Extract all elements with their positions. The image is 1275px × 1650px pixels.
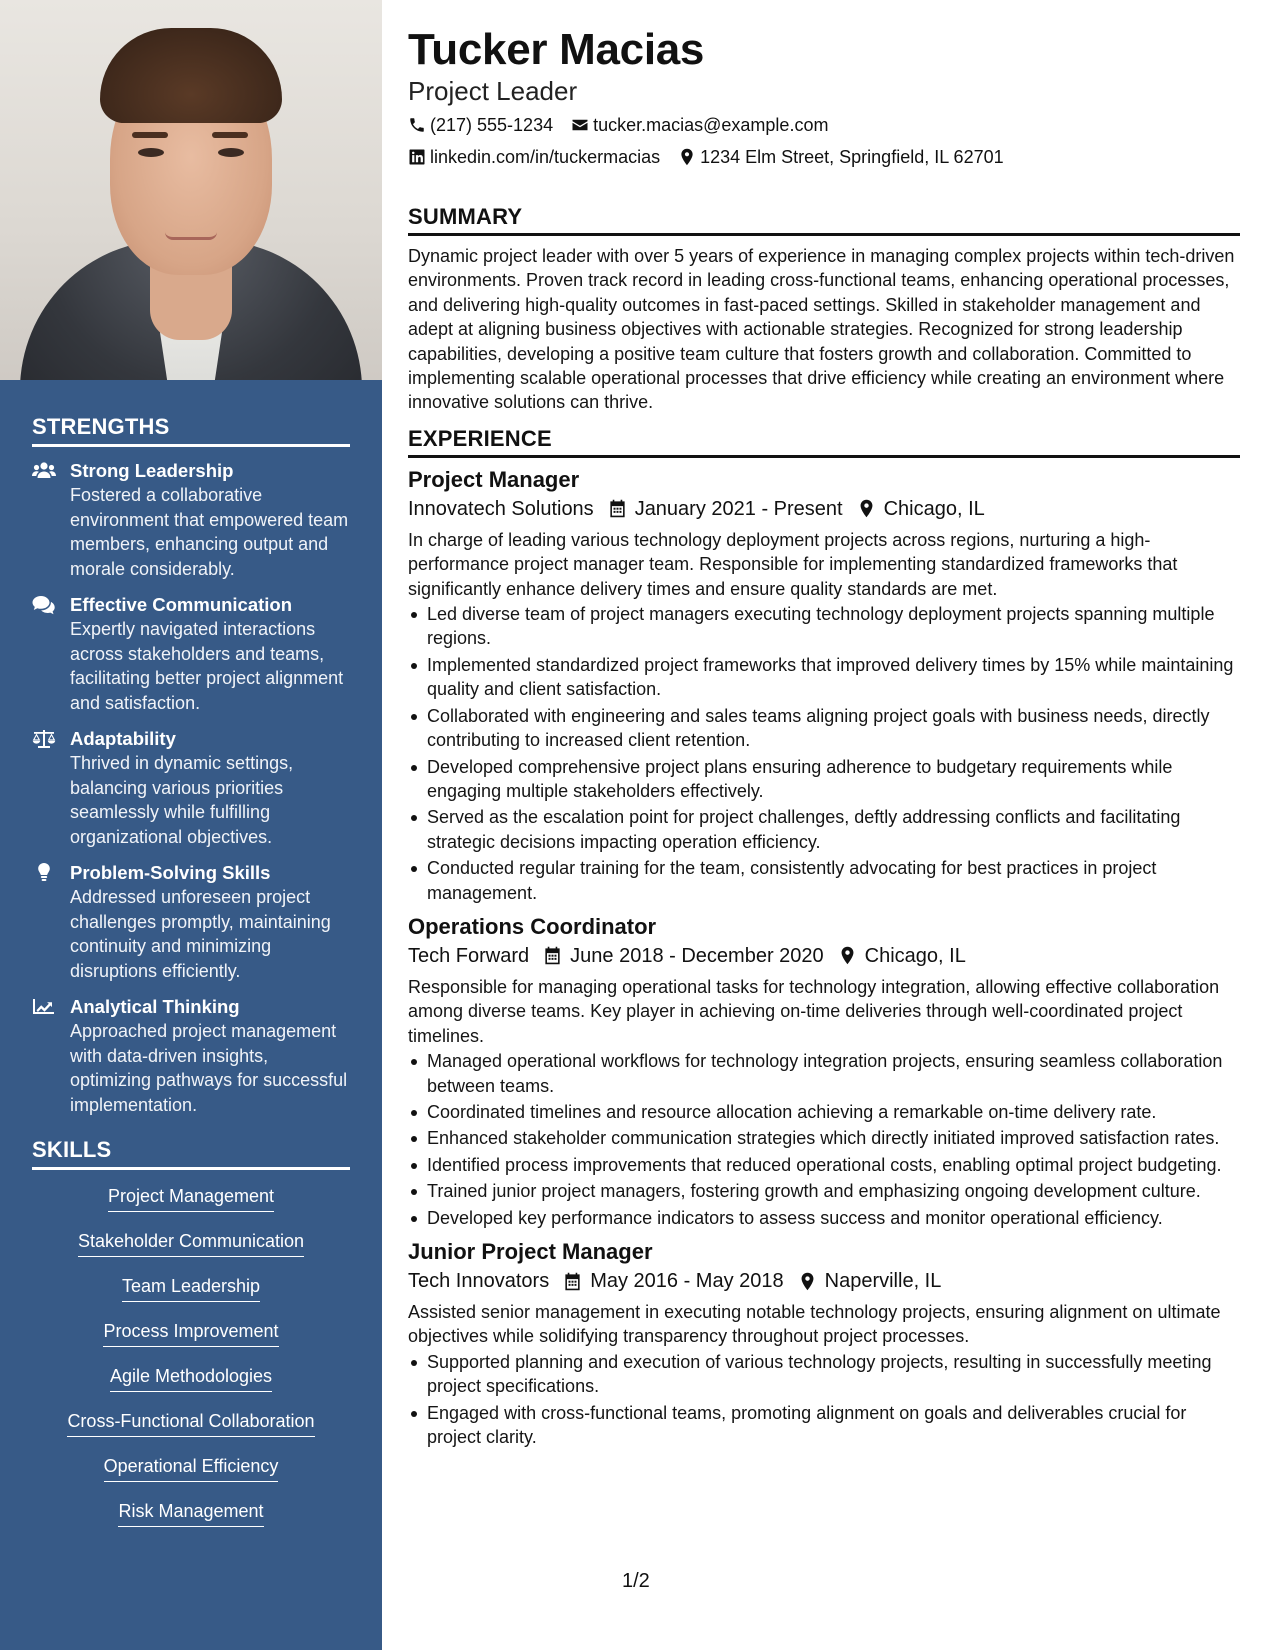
map-marker-icon	[838, 946, 857, 965]
main-content	[408, 0, 1240, 1451]
strength-item	[32, 593, 350, 715]
job-location	[857, 494, 985, 524]
job-bullet: Supported planning and execution of various technology projects, resulting in successfully meeting project specifications.	[408, 1350, 1240, 1399]
strength-description: Addressed unforeseen project challenges promptly, maintaining continuity and minimizing disruptions efficiently.	[70, 887, 331, 981]
strengths-section	[32, 414, 350, 1117]
lightbulb-icon	[32, 861, 70, 983]
job-bullets	[408, 1350, 1240, 1450]
job-bullet: Enhanced stakeholder communication strategies which directly initiated improved satisfaction rates.	[408, 1126, 1240, 1150]
address-text: 1234 Elm Street, Springfield, IL 62701	[700, 147, 1004, 167]
strength-title: Problem-Solving Skills	[70, 862, 271, 883]
email-link[interactable]: tucker.macias@example.com	[593, 115, 829, 135]
job-location	[798, 1266, 942, 1296]
company-name: Innovatech Solutions	[408, 497, 594, 520]
job-location-text: Naperville, IL	[824, 1270, 942, 1292]
phone-text: (217) 555-1234	[430, 115, 554, 135]
job-location-text: Chicago, IL	[883, 497, 985, 520]
job-bullet: Developed key performance indicators to assess success and monitor operational efficiency.	[408, 1206, 1240, 1230]
strength-item	[32, 861, 350, 983]
job-bullets	[408, 602, 1240, 905]
job-dates	[543, 941, 824, 971]
candidate-title: Project Leader	[408, 76, 578, 106]
phone-contact	[408, 113, 553, 137]
calendar-icon	[543, 946, 562, 965]
job-description: In charge of leading various technology deployment projects across regions, nurturing a high-performance project manager team. Responsible for implementing standardized frameworks that significantly enhance delivery times and ensure quality standards are met.	[408, 529, 1178, 599]
strength-title: Strong Leadership	[70, 460, 234, 481]
job-dates-text: January 2021 - Present	[634, 497, 843, 520]
envelope-icon	[571, 116, 589, 134]
strength-item	[32, 995, 350, 1117]
map-marker-icon	[798, 1272, 817, 1291]
job-title: Project Manager	[408, 466, 580, 492]
job-dates-text: June 2018 - December 2020	[570, 944, 824, 967]
skill-tag: Agile Methodologies	[110, 1364, 272, 1392]
job-location-text: Chicago, IL	[864, 944, 966, 967]
strength-description: Fostered a collaborative environment that empowered team members, enhancing output and morale considerably.	[70, 485, 349, 579]
job-bullet: Managed operational workflows for technology integration projects, ensuring seamless collaboration between teams.	[408, 1049, 1240, 1098]
strength-item	[32, 459, 350, 581]
profile-photo	[0, 0, 382, 380]
calendar-icon	[563, 1272, 582, 1291]
job-location	[838, 941, 966, 971]
job-bullet: Implemented standardized project frameworks that improved delivery times by 15% while maintaining quality and client satisfaction.	[408, 653, 1240, 702]
job-title: Operations Coordinator	[408, 913, 657, 939]
map-marker-icon	[678, 148, 696, 166]
strength-description: Approached project management with data-driven insights, optimizing pathways for successful implementation.	[70, 1021, 348, 1115]
chart-line-icon	[32, 995, 70, 1117]
job-bullet: Engaged with cross-functional teams, promoting alignment on goals and deliverables crucial for project clarity.	[408, 1401, 1240, 1450]
phone-icon	[408, 116, 426, 134]
job-bullet: Conducted regular training for the team, consistently advocating for best practices in project management.	[408, 856, 1240, 905]
skill-tag: Team Leadership	[122, 1274, 260, 1302]
users-icon	[32, 459, 70, 581]
email-contact[interactable]	[571, 113, 828, 137]
strength-title: Adaptability	[70, 728, 176, 749]
job-description: Responsible for managing operational tasks for technology integration, allowing effective collaboration among diverse teams. Key player in achieving on-time deliveries through well-coordinated project timelines.	[408, 976, 1220, 1046]
job-bullet: Trained junior project managers, fostering growth and emphasizing ongoing development culture.	[408, 1179, 1240, 1203]
company-name: Tech Innovators	[408, 1270, 550, 1292]
linkedin-contact[interactable]	[408, 145, 660, 169]
summary-heading: SUMMARY	[408, 203, 1240, 236]
page-number: 1/2	[622, 1570, 650, 1592]
job-dates	[563, 1266, 783, 1296]
job-title: Junior Project Manager	[408, 1239, 653, 1264]
calendar-icon	[608, 499, 627, 518]
skill-tag: Process Improvement	[103, 1319, 278, 1347]
job-bullet: Coordinated timelines and resource allocation achieving a remarkable on-time delivery rate.	[408, 1100, 1240, 1124]
balance-scale-icon	[32, 727, 70, 849]
job-entry	[408, 913, 1240, 1230]
strengths-heading: STRENGTHS	[32, 414, 350, 447]
skill-tag: Cross-Functional Collaboration	[67, 1409, 314, 1437]
linkedin-icon	[408, 148, 426, 166]
job-bullet: Served as the escalation point for project challenges, deftly addressing conflicts and facilitating strategic decisions impacting operation efficiency.	[408, 805, 1240, 854]
job-meta	[408, 494, 1240, 524]
linkedin-link[interactable]: linkedin.com/in/tuckermacias	[430, 147, 661, 167]
sidebar	[0, 0, 382, 1650]
skills-heading: SKILLS	[32, 1137, 350, 1170]
strength-title: Analytical Thinking	[70, 996, 240, 1017]
skill-tag: Stakeholder Communication	[78, 1229, 304, 1257]
summary-text: Dynamic project leader with over 5 years of experience in managing complex projects within tech-driven environments. Proven track record in leading cross-functional teams, enhancing operational processes, and delivering high-quality outcomes in fast-paced settings. Skilled in stakeholder management and adept at aligning business objectives with actionable strategies. Recognized for strong leadership capabilities, developing a positive team culture that fosters growth and collaboration. Committed to implementing scalable operational processes that drive efficiency while creating an environment where innovative solutions can thrive.	[408, 246, 1235, 413]
skill-tag: Risk Management	[118, 1499, 263, 1527]
strength-title: Effective Communication	[70, 594, 293, 615]
job-bullets	[408, 1049, 1240, 1230]
job-bullet: Led diverse team of project managers executing technology deployment projects spanning multiple regions.	[408, 602, 1240, 651]
skills-section	[32, 1137, 350, 1544]
candidate-name: Tucker Macias	[408, 25, 705, 74]
skill-tag: Project Management	[108, 1184, 274, 1212]
comments-icon	[32, 593, 70, 715]
job-meta	[408, 941, 1240, 971]
job-dates	[608, 494, 843, 524]
skill-list	[32, 1184, 350, 1544]
job-bullet: Identified process improvements that reduced operational costs, enabling optimal project budgeting.	[408, 1153, 1240, 1177]
address-contact	[678, 145, 1004, 169]
job-bullet: Developed comprehensive project plans ensuring adherence to budgetary requirements while engaging multiple stakeholders effectively.	[408, 755, 1240, 804]
job-entry	[408, 466, 1240, 905]
company-name: Tech Forward	[408, 944, 530, 967]
job-description: Assisted senior management in executing notable technology projects, ensuring alignment on ultimate objectives while solidifying transparency throughout project processes.	[408, 1302, 1221, 1347]
job-bullet: Collaborated with engineering and sales teams aligning project goals with business needs, directly contributing to increased client retention.	[408, 704, 1240, 753]
contact-row	[408, 113, 1240, 137]
map-marker-icon	[857, 499, 876, 518]
job-entry	[408, 1238, 1240, 1449]
strength-description: Thrived in dynamic settings, balancing various priorities seamlessly while fulfilling organizational objectives.	[70, 753, 294, 847]
job-meta	[408, 1266, 1240, 1296]
job-dates-text: May 2016 - May 2018	[590, 1270, 784, 1292]
contact-row	[408, 145, 1240, 169]
skill-tag: Operational Efficiency	[104, 1454, 279, 1482]
strength-description: Expertly navigated interactions across stakeholders and teams, facilitating better project alignment and satisfaction.	[70, 619, 344, 713]
experience-heading: EXPERIENCE	[408, 425, 1240, 458]
strength-item	[32, 727, 350, 849]
